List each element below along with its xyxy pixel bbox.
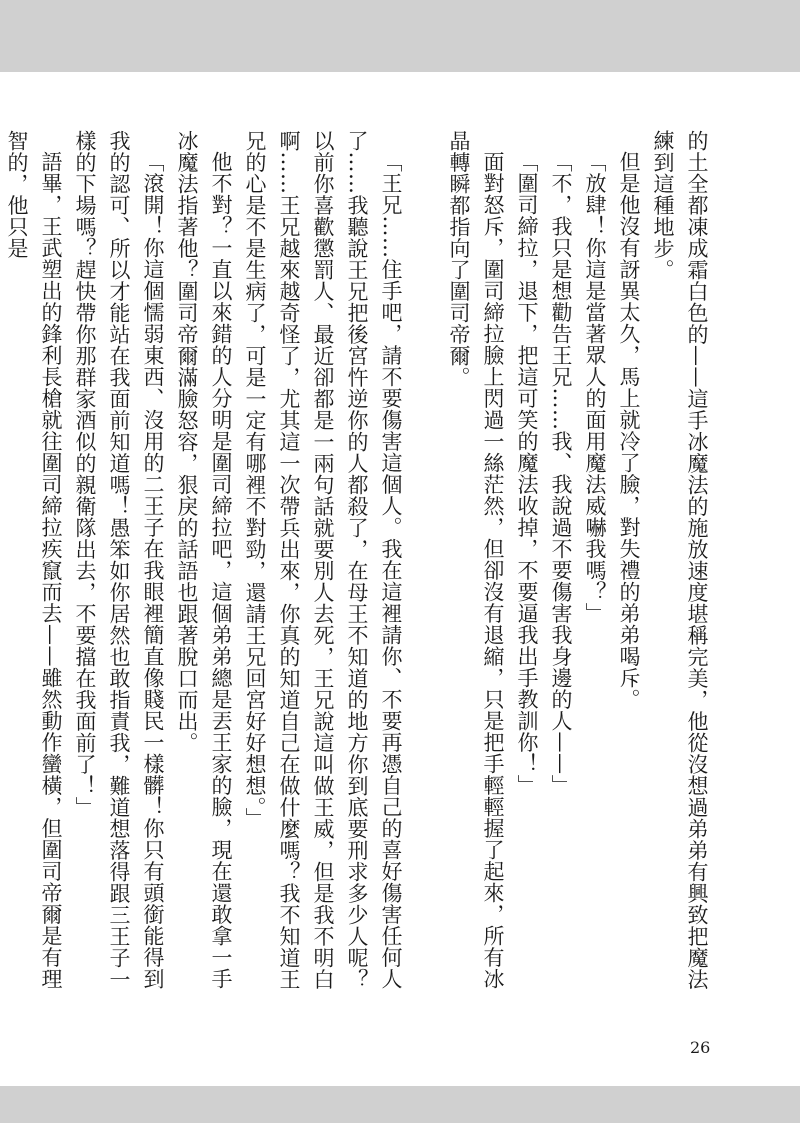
paragraph-6: 面對怒斥，圍司締拉臉上閃過一絲茫然，但卻沒有退縮，只是把手輕輕握了起來，所有冰晶轉瞬都指向了圍司帝爾。 [447,130,505,990]
paragraph-2: 但是他沒有訝異太久，馬上就冷了臉，對失禮的弟弟喝斥。 [617,151,641,710]
paragraph-9: 「滾開！你這個懦弱東西、沒用的二王子在我眼裡簡直像賤民一樣髒！你只有頭銜能得到我的認可、所以才能站在我面前知道嗎！愚笨如你居然也敢指責我，難道想落得跟三王子一樣的下場嗎？趕快帶你那群家酒似的親衛隊出去，不要擋在我面前了！」 [73,130,165,990]
paragraph-10: 語畢，王武塑出的鋒利長槍就往圍司締拉疾竄而去——雖然動作蠻橫，但圍司帝爾是有理智的，他只是 [5,130,63,990]
paragraph-5: 「圍司締拉，退下，把這可笑的魔法收掉，不要逼我出手教訓你！」 [515,151,539,796]
paragraph-7: 「王兄……住手吧，請不要傷害這個人。我在這裡請你、不要再憑自己的喜好傷害任何人了……我聽說王兄把後宮忤逆你的人都殺了，在母王不知道的地方你到底要刑求多少人呢？以前你喜歡懲罰人、最近卻都是一兩句話就要別人去死，王兄說這叫做王威，但是我不明白啊……王兄越來越奇怪了，尤其這一次帶兵出來，你真的知道自己在做什麼嗎？我不知道王兄的心是不是生病了，可是一定有哪裡不對勁，還請王兄回宮好好想想。」 [243,130,403,990]
paragraph-3: 「放肆！你這是當著眾人的面用魔法威嚇我嗎？」 [583,151,607,624]
paragraph-1: 的土全都凍成霜白色的——這手冰魔法的施放速度堪稱完美，他從沒想過弟弟有興致把魔法練到這種地步。 [651,130,709,990]
page-number: 26 [690,1038,711,1057]
page-footer-band [0,1086,800,1123]
page-header-band [0,0,800,72]
book-text-body [5,130,714,1000]
paragraph-8: 他不對？一直以來錯的人分明是圍司締拉吧，這個弟弟總是丟王家的臉，現在還敢拿一手冰魔法指著他？圍司帝爾滿臉怒容，狠戾的話語也跟著脫口而出。 [175,130,233,990]
paragraph-4: 「不，我只是想勸告王兄……我、我說過不要傷害我身邊的人——」 [549,151,573,796]
paragraph-gap [408,130,442,1000]
